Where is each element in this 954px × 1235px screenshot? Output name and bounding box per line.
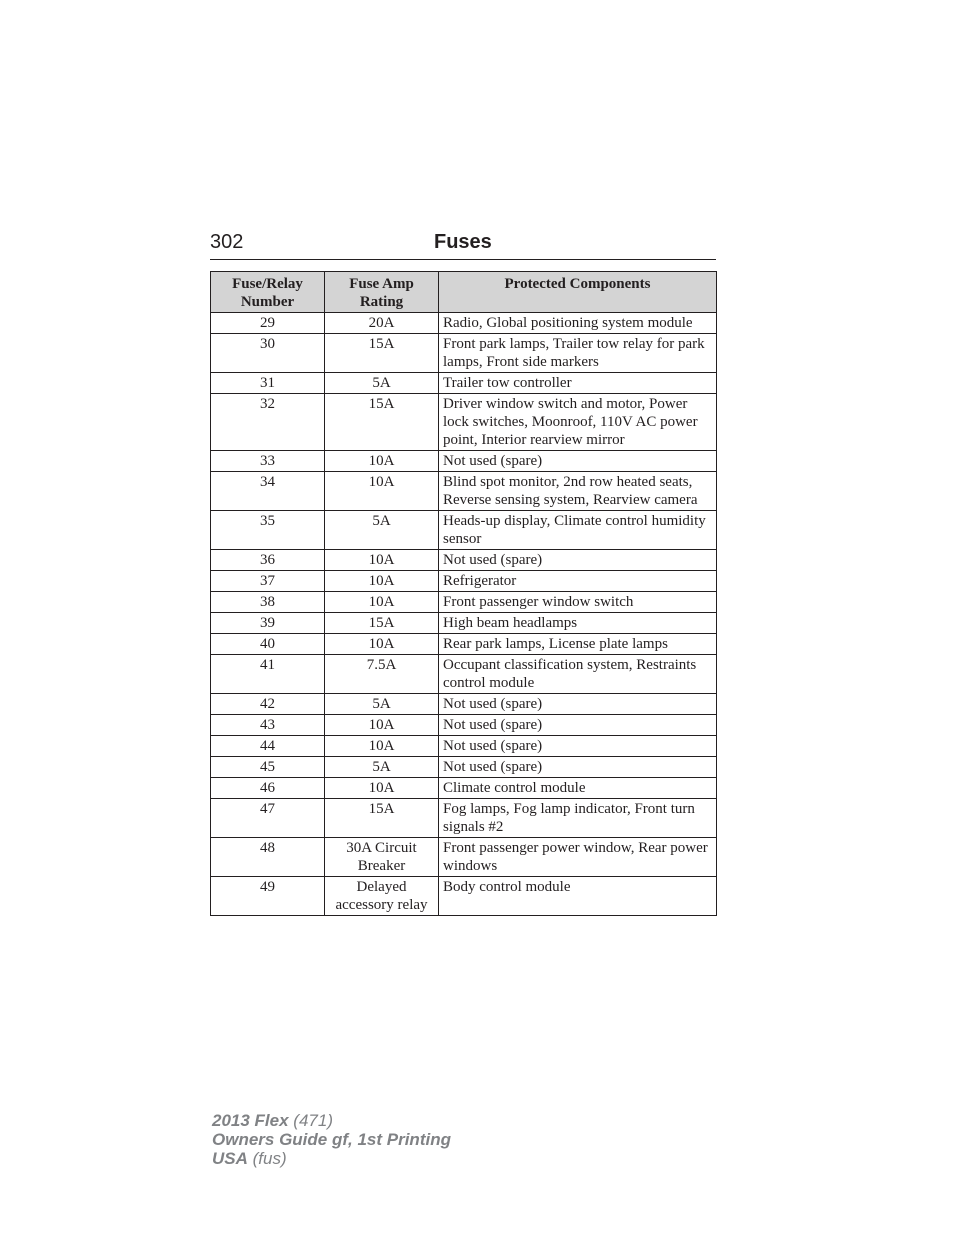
- table-header-row: [211, 272, 717, 313]
- amp-rating-cell: 10A: [325, 550, 439, 571]
- amp-rating-cell: 20A: [325, 313, 439, 334]
- fuse-number-cell: 37: [211, 571, 325, 592]
- protected-components-cell: Climate control module: [439, 778, 717, 799]
- table-row: [211, 451, 717, 472]
- amp-rating-cell: 10A: [325, 778, 439, 799]
- protected-components-cell: Refrigerator: [439, 571, 717, 592]
- protected-components-cell: Driver window switch and motor, Power lock switches, Moonroof, 110V AC power point, Interior rearview mirror: [439, 394, 717, 451]
- protected-components-cell: Occupant classification system, Restraints control module: [439, 655, 717, 694]
- table-row: [211, 757, 717, 778]
- footer-model-code: (471): [293, 1111, 333, 1130]
- fuse-number-cell: 30: [211, 334, 325, 373]
- protected-components-cell: Not used (spare): [439, 550, 717, 571]
- amp-rating-cell: 7.5A: [325, 655, 439, 694]
- table-row: [211, 313, 717, 334]
- amp-rating-cell: 15A: [325, 334, 439, 373]
- table-row: [211, 511, 717, 550]
- protected-components-cell: Not used (spare): [439, 715, 717, 736]
- amp-rating-cell: 10A: [325, 451, 439, 472]
- amp-rating-cell: 10A: [325, 736, 439, 757]
- protected-components-cell: Not used (spare): [439, 694, 717, 715]
- fuse-number-cell: 38: [211, 592, 325, 613]
- fuse-number-cell: 48: [211, 838, 325, 877]
- amp-rating-cell: 10A: [325, 715, 439, 736]
- protected-components-cell: Not used (spare): [439, 757, 717, 778]
- table-row: [211, 592, 717, 613]
- table-row: [211, 373, 717, 394]
- table-row: [211, 715, 717, 736]
- fuse-number-cell: 39: [211, 613, 325, 634]
- table-row: [211, 694, 717, 715]
- amp-rating-cell: 10A: [325, 634, 439, 655]
- amp-rating-cell: Delayed accessory relay: [325, 877, 439, 916]
- fuse-number-cell: 46: [211, 778, 325, 799]
- fuse-number-cell: 32: [211, 394, 325, 451]
- amp-rating-cell: 5A: [325, 373, 439, 394]
- protected-components-cell: Fog lamps, Fog lamp indicator, Front turn signals #2: [439, 799, 717, 838]
- fuse-number-cell: 35: [211, 511, 325, 550]
- protected-components-cell: Body control module: [439, 877, 717, 916]
- fuse-table: [210, 271, 717, 916]
- fuse-number-cell: 49: [211, 877, 325, 916]
- fuse-number-cell: 29: [211, 313, 325, 334]
- fuse-number-cell: 43: [211, 715, 325, 736]
- table-row: [211, 736, 717, 757]
- table-row: [211, 655, 717, 694]
- protected-components-cell: Rear park lamps, License plate lamps: [439, 634, 717, 655]
- fuse-number-cell: 36: [211, 550, 325, 571]
- amp-rating-cell: 5A: [325, 511, 439, 550]
- table-row: [211, 571, 717, 592]
- protected-components-cell: Not used (spare): [439, 451, 717, 472]
- protected-components-cell: Radio, Global positioning system module: [439, 313, 717, 334]
- fuse-number-cell: 44: [211, 736, 325, 757]
- table-row: [211, 550, 717, 571]
- fuse-number-cell: 40: [211, 634, 325, 655]
- amp-rating-cell: 30A Circuit Breaker: [325, 838, 439, 877]
- protected-components-cell: Not used (spare): [439, 736, 717, 757]
- document-footer: [212, 1111, 451, 1168]
- page-title: Fuses: [434, 231, 492, 253]
- table-row: [211, 799, 717, 838]
- table-row: [211, 334, 717, 373]
- fuse-number-cell: 42: [211, 694, 325, 715]
- footer-region-code: (fus): [252, 1149, 287, 1168]
- table-row: [211, 394, 717, 451]
- page-number: 302: [210, 231, 244, 253]
- amp-rating-cell: 15A: [325, 394, 439, 451]
- protected-components-cell: Front passenger power window, Rear power windows: [439, 838, 717, 877]
- footer-region: USA: [212, 1149, 248, 1168]
- fuse-number-cell: 47: [211, 799, 325, 838]
- header-fuse-relay-number: Fuse/Relay Number: [211, 272, 325, 313]
- amp-rating-cell: 5A: [325, 757, 439, 778]
- amp-rating-cell: 15A: [325, 799, 439, 838]
- table-row: [211, 472, 717, 511]
- table-row: [211, 778, 717, 799]
- footer-model: 2013 Flex: [212, 1111, 289, 1130]
- fuse-number-cell: 31: [211, 373, 325, 394]
- fuse-number-cell: 41: [211, 655, 325, 694]
- fuse-number-cell: 45: [211, 757, 325, 778]
- table-row: [211, 634, 717, 655]
- amp-rating-cell: 10A: [325, 592, 439, 613]
- footer-guide-line: [212, 1130, 451, 1149]
- protected-components-cell: Front passenger window switch: [439, 592, 717, 613]
- amp-rating-cell: 10A: [325, 472, 439, 511]
- fuse-number-cell: 34: [211, 472, 325, 511]
- header-fuse-amp-rating: Fuse Amp Rating: [325, 272, 439, 313]
- table-row: [211, 877, 717, 916]
- amp-rating-cell: 10A: [325, 571, 439, 592]
- protected-components-cell: Heads-up display, Climate control humidity sensor: [439, 511, 717, 550]
- protected-components-cell: High beam headlamps: [439, 613, 717, 634]
- protected-components-cell: Front park lamps, Trailer tow relay for park lamps, Front side markers: [439, 334, 717, 373]
- footer-model-line: [212, 1111, 451, 1130]
- fuse-number-cell: 33: [211, 451, 325, 472]
- header-protected-components: Protected Components: [439, 272, 717, 313]
- protected-components-cell: Trailer tow controller: [439, 373, 717, 394]
- table-row: [211, 613, 717, 634]
- amp-rating-cell: 5A: [325, 694, 439, 715]
- table-row: [211, 838, 717, 877]
- footer-guide: Owners Guide gf, 1st Printing: [212, 1130, 451, 1149]
- protected-components-cell: Blind spot monitor, 2nd row heated seats, Reverse sensing system, Rearview camera: [439, 472, 717, 511]
- amp-rating-cell: 15A: [325, 613, 439, 634]
- page-header: [210, 230, 716, 260]
- footer-region-line: [212, 1149, 451, 1168]
